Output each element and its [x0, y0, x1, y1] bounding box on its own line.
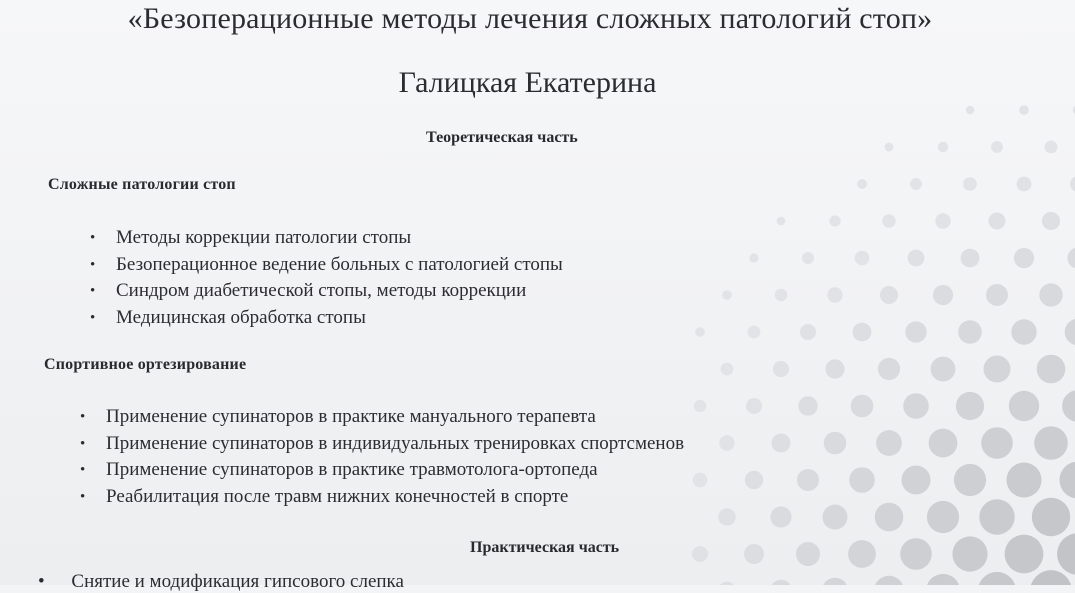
- decorative-dot: [984, 356, 1011, 383]
- section-heading-foot-pathologies: Сложные патологии стоп: [48, 176, 236, 194]
- decorative-dot: [905, 321, 926, 342]
- decorative-dot: [1030, 570, 1072, 585]
- decorative-dot: [777, 217, 786, 226]
- decorative-dot: [929, 429, 958, 458]
- bullet-glyph: •: [80, 404, 85, 431]
- list-item: [116, 305, 563, 332]
- decorative-dot: [954, 464, 986, 496]
- decorative-dot: [748, 326, 761, 339]
- decorative-dot: [927, 501, 959, 533]
- theory-heading: Теоретическая часть: [426, 129, 578, 147]
- decorative-dot: [876, 430, 902, 456]
- practice-heading: Практическая часть: [470, 539, 619, 557]
- list-item-text: Снятие и модификация гипсового слепка: [71, 571, 404, 592]
- decorative-dot: [1005, 535, 1044, 574]
- decorative-dot: [952, 536, 987, 571]
- section-heading-sports-orthoses: Спортивное ортезирование: [44, 356, 246, 374]
- decorative-dot: [719, 435, 734, 450]
- bullet-glyph: •: [90, 278, 95, 305]
- decorative-dot: [744, 544, 764, 564]
- decorative-dot: [797, 469, 819, 491]
- list-item-text: Применение супинаторов в практике травмотолога-ортопеда: [106, 459, 598, 480]
- decorative-dot: [986, 284, 1008, 306]
- decorative-dot: [885, 143, 894, 152]
- decorative-dot: [880, 286, 898, 304]
- decorative-dot: [1032, 498, 1070, 536]
- decorative-dot: [851, 395, 874, 418]
- decorative-dot: [958, 320, 982, 344]
- author-name: Галицкая Екатерина: [0, 66, 1055, 100]
- decorative-dot: [961, 249, 980, 268]
- decorative-dot: [1037, 355, 1066, 384]
- decorative-dot: [1065, 319, 1075, 346]
- list-item-text: Безоперационное ведение больных с патологией стопы: [116, 254, 563, 275]
- decorative-dot: [908, 250, 925, 267]
- foot-pathologies-list: [116, 225, 563, 331]
- decorative-dot: [874, 576, 904, 585]
- decorative-dot: [822, 578, 848, 585]
- decorative-dot: [772, 434, 791, 453]
- decorative-dot: [1060, 462, 1075, 499]
- decorative-dot: [773, 361, 789, 377]
- practice-first-item-partial: [38, 571, 404, 593]
- decorative-dot: [722, 290, 732, 300]
- decorative-dot: [853, 323, 872, 342]
- bullet-glyph: •: [80, 431, 85, 458]
- list-item: [116, 278, 563, 305]
- decorative-dot: [1057, 533, 1075, 575]
- list-item: [106, 431, 684, 458]
- decorative-dot: [882, 214, 895, 227]
- decorative-dot: [963, 177, 977, 191]
- sports-orthoses-list: [106, 404, 684, 510]
- decorative-dot: [825, 359, 844, 378]
- decorative-dot: [849, 467, 875, 493]
- decorative-dot: [796, 542, 820, 566]
- decorative-dot: [935, 213, 950, 228]
- decorative-dot: [991, 141, 1003, 153]
- decorative-dot: [902, 466, 931, 495]
- decorative-dot: [827, 287, 842, 302]
- decorative-dot: [718, 508, 735, 525]
- decorative-dot: [978, 572, 1016, 585]
- decorative-dot: [966, 106, 975, 115]
- decorative-dot: [1034, 426, 1068, 460]
- decorative-dot: [878, 358, 900, 380]
- decorative-dot: [1007, 463, 1042, 498]
- bullet-glyph: •: [90, 305, 95, 332]
- decorative-dot: [910, 178, 922, 190]
- decorative-dot: [900, 538, 932, 570]
- document-title: «Безоперационные методы лечения сложных патологий стоп»: [0, 2, 1060, 36]
- decorative-dot: [798, 396, 817, 415]
- bullet-glyph: •: [38, 571, 45, 592]
- decorative-dot: [1067, 247, 1075, 268]
- list-item: [116, 252, 563, 279]
- bullet-glyph: •: [80, 457, 85, 484]
- list-item-text: Реабилитация после травм нижних конечностей в спорте: [106, 486, 568, 507]
- decorative-dot: [775, 289, 788, 302]
- decorative-dot: [749, 253, 758, 262]
- decorative-dot: [875, 503, 904, 532]
- decorative-dot: [926, 574, 960, 585]
- decorative-dot: [721, 363, 734, 376]
- decorative-dot: [695, 327, 705, 337]
- bullet-glyph: •: [80, 484, 85, 511]
- decorative-dot: [823, 505, 848, 530]
- decorative-dot: [1019, 105, 1029, 115]
- decorative-dot: [956, 392, 984, 420]
- decorative-dot: [1014, 248, 1034, 268]
- list-item-text: Медицинская обработка стопы: [116, 307, 366, 328]
- decorative-dot: [770, 506, 791, 527]
- decorative-dot: [692, 546, 708, 562]
- decorative-dot: [770, 580, 792, 585]
- decorative-dot: [829, 215, 840, 226]
- decorative-dot: [938, 142, 948, 152]
- list-item-text: Применение супинаторов в индивидуальных тренировках спортсменов: [106, 433, 684, 454]
- decorative-dot: [979, 499, 1014, 534]
- decorative-dot: [745, 471, 763, 489]
- list-item-text: Применение супинаторов в практике мануального терапевта: [106, 406, 596, 427]
- decorative-dot: [1070, 176, 1075, 192]
- decorative-dot: [848, 540, 876, 568]
- decorative-dot: [933, 285, 953, 305]
- list-item-text: Методы коррекции патологии стопы: [116, 227, 411, 248]
- bullet-glyph: •: [90, 225, 95, 252]
- decorative-dot: [694, 400, 706, 412]
- decorative-dot: [1011, 319, 1036, 344]
- list-item: [116, 225, 563, 252]
- list-item: [106, 457, 684, 484]
- decorative-dot: [981, 427, 1013, 459]
- decorative-dot: [1062, 390, 1075, 422]
- decorative-dot: [1045, 141, 1058, 154]
- decorative-dot: [1039, 283, 1062, 306]
- decorative-dot: [855, 251, 870, 266]
- decorative-dot: [800, 324, 816, 340]
- bullet-glyph: •: [90, 252, 95, 279]
- decorative-dot: [989, 213, 1006, 230]
- decorative-dot: [1042, 212, 1060, 230]
- decorative-dot: [693, 473, 708, 488]
- decorative-dot: [824, 432, 847, 455]
- decorative-dot: [903, 393, 929, 419]
- decorative-dot: [1017, 177, 1032, 192]
- decorative-dot: [931, 357, 956, 382]
- list-item: [106, 484, 684, 511]
- decorative-dot: [1009, 391, 1039, 421]
- decorative-dot: [857, 179, 867, 189]
- decorative-dot: [746, 398, 762, 414]
- list-item-text: Синдром диабетической стопы, методы коррекции: [116, 280, 526, 301]
- list-item: [106, 404, 684, 431]
- decorative-dot: [802, 252, 814, 264]
